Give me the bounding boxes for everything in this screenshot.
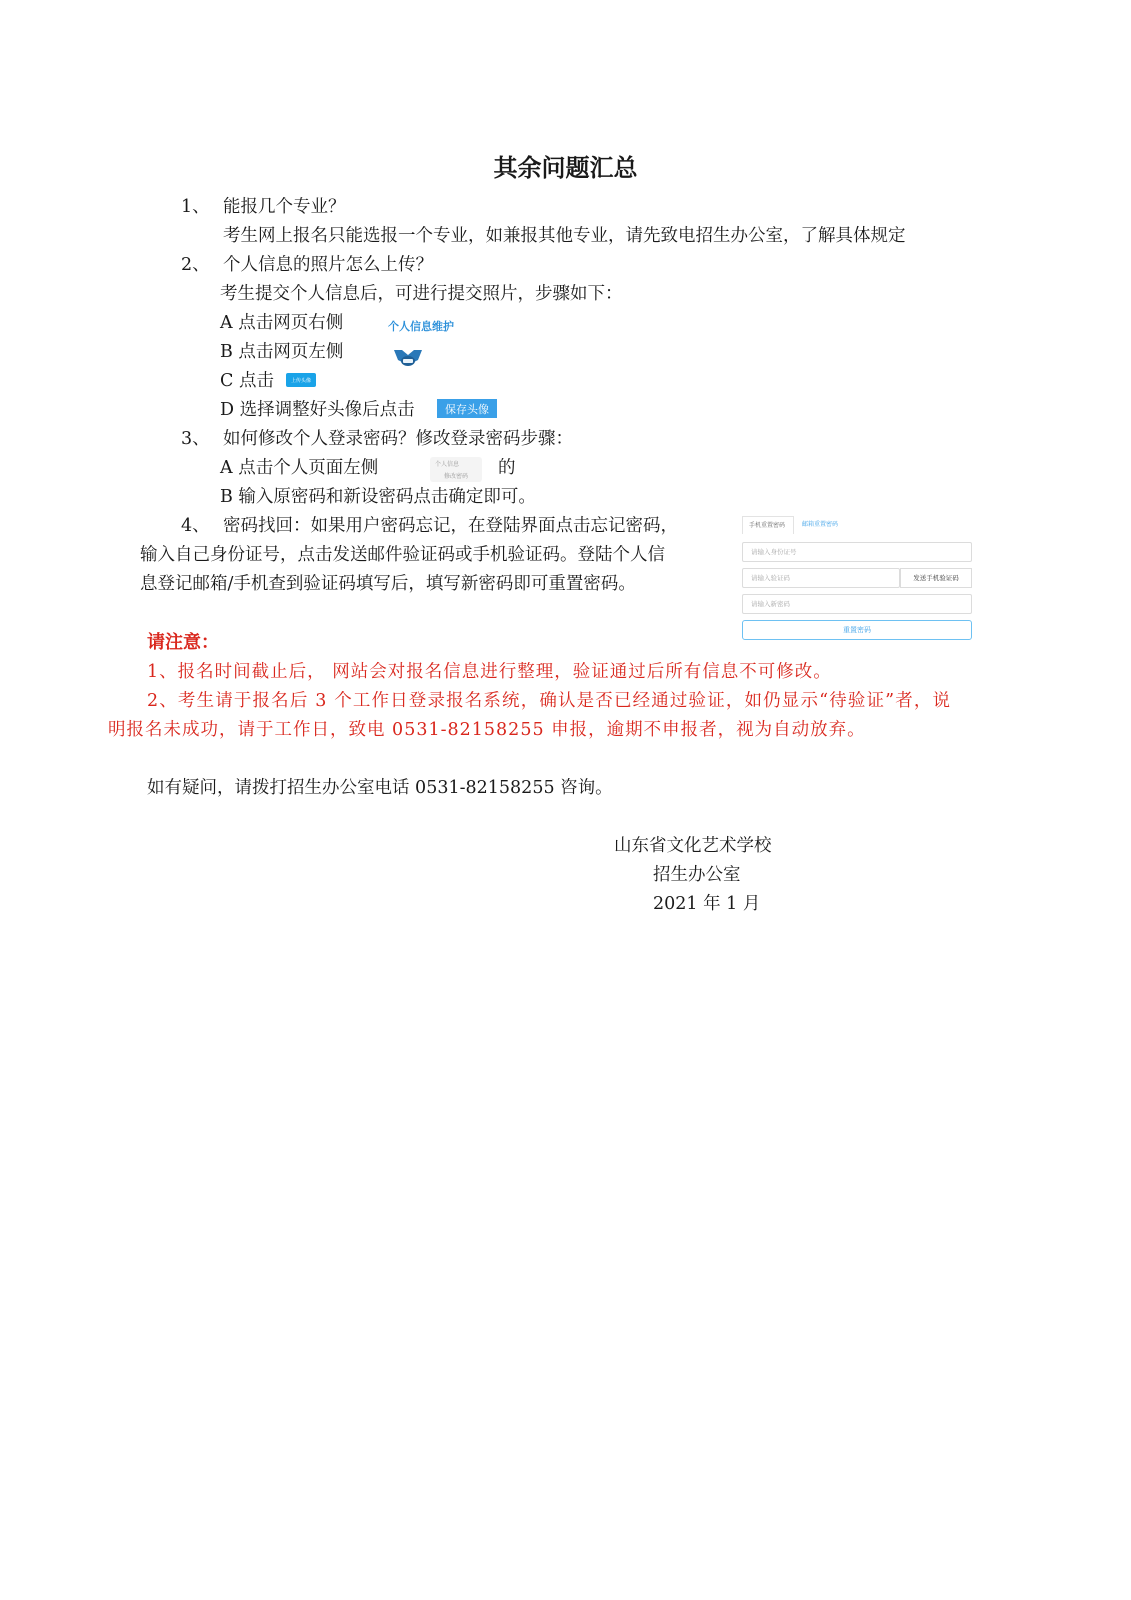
q1-question: 能报几个专业？ bbox=[223, 197, 346, 217]
notice-item-2-line-2: 明报名未成功，请于工作日，致电 0531-82158255 申报，逾期不申报者，视为自动放弃。 bbox=[108, 720, 866, 740]
q3-step-a: A 点击个人页面左侧 bbox=[220, 458, 379, 478]
new-password-input[interactable]: 请输入新密码 bbox=[742, 594, 972, 614]
save-avatar-button[interactable]: 保存头像 bbox=[437, 399, 497, 418]
signature-org: 山东省文化艺术学校 bbox=[614, 836, 772, 856]
q2-step-d: D 选择调整好头像后点击 bbox=[220, 400, 415, 420]
q4-line-3: 息登记邮箱/手机查到验证码填写后，填写新密码即可重置密码。 bbox=[140, 574, 636, 594]
q2-step-b: B 点击网页左侧 bbox=[220, 342, 344, 362]
q4-line-2: 输入自己身份证号，点击发送邮件验证码或手机验证码。登陆个人信 bbox=[140, 545, 665, 565]
q3-question: 如何修改个人登录密码？修改登录密码步骤： bbox=[223, 429, 573, 449]
reset-password-button[interactable]: 重置密码 bbox=[742, 620, 972, 640]
q3-step-a-suffix: 的 bbox=[498, 458, 516, 478]
page-title: 其余问题汇总 bbox=[493, 153, 638, 182]
notice-item-1: 1、报名时间截止后， 网站会对报名信息进行整理，验证通过后所有信息不可修改。 bbox=[147, 662, 832, 682]
verification-code-input[interactable]: 请输入验证码 bbox=[742, 568, 900, 588]
contact-line: 如有疑问，请拨打招生办公室电话 0531-82158255 咨询。 bbox=[147, 778, 613, 798]
q4-line-1: 密码找回：如果用户密码忘记，在登陆界面点击忘记密码， bbox=[223, 516, 678, 536]
q1-number: 1、 bbox=[181, 197, 210, 217]
personal-info-link[interactable]: 个人信息维护 bbox=[388, 320, 454, 333]
q4-number: 4、 bbox=[181, 516, 210, 536]
upload-avatar-button[interactable]: 上传头像 bbox=[286, 373, 316, 387]
signature-dept: 招生办公室 bbox=[653, 865, 741, 885]
send-sms-code-button[interactable]: 发送手机验证码 bbox=[900, 568, 972, 588]
tab-email-reset[interactable]: 邮箱重置密码 bbox=[802, 521, 839, 528]
sidebar-menu-thumbnail bbox=[430, 457, 482, 482]
notice-heading: 请注意： bbox=[147, 632, 219, 653]
notice-item-2-line-1: 2、考生请于报名后 3 个工作日登录报名系统，确认是否已经通过验证，如仍显示“待验证”者，说 bbox=[147, 691, 952, 711]
q2-number: 2、 bbox=[181, 255, 210, 275]
tab-phone-reset[interactable]: 手机重置密码 bbox=[742, 516, 794, 534]
menu-item-change-password[interactable]: 修改密码 bbox=[444, 473, 469, 480]
reset-password-form bbox=[742, 516, 972, 644]
id-number-input[interactable]: 请输入身份证号 bbox=[742, 542, 972, 562]
q2-step-a: A 点击网页右侧 bbox=[220, 313, 344, 333]
q1-answer: 考生网上报名只能选报一个专业，如兼报其他专业，请先致电招生办公室，了解具体规定 bbox=[223, 226, 906, 246]
signature-date: 2021 年 1 月 bbox=[653, 894, 761, 914]
avatar-badge-icon[interactable] bbox=[392, 347, 424, 369]
menu-item-personal-info: 个人信息 bbox=[435, 461, 460, 468]
q2-intro: 考生提交个人信息后，可进行提交照片，步骤如下： bbox=[220, 284, 623, 304]
q2-step-c: C 点击 bbox=[220, 371, 274, 391]
q3-number: 3、 bbox=[181, 429, 210, 449]
q3-step-b: B 输入原密码和新设密码点击确定即可。 bbox=[220, 487, 536, 507]
q2-question: 个人信息的照片怎么上传？ bbox=[223, 255, 433, 275]
